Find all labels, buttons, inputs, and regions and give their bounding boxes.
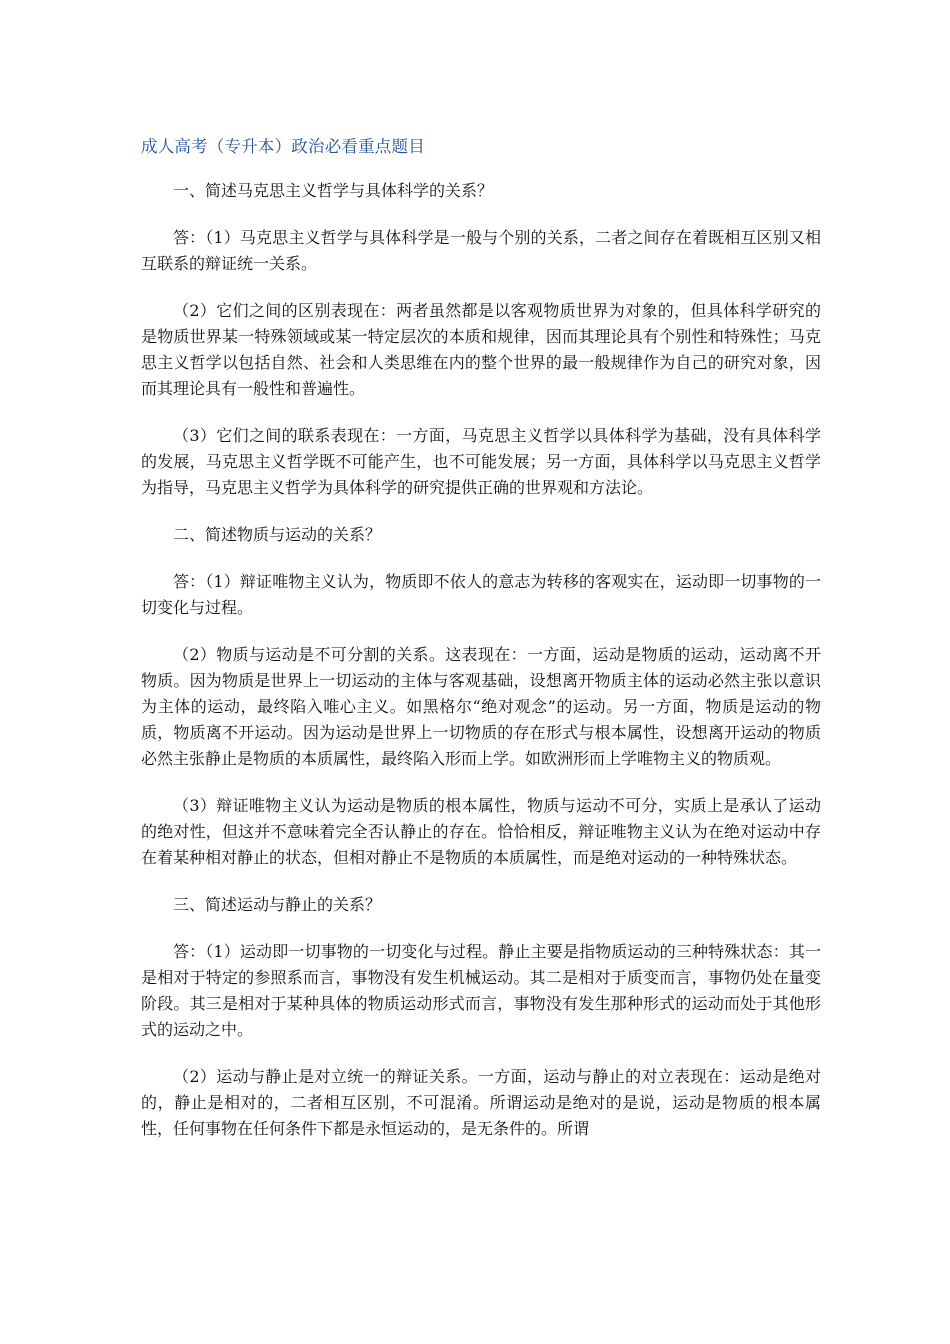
section-2-paragraph-1: 答：（1）辩证唯物主义认为，物质即不依人的意志为转移的客观实在，运动即一切事物的一切变化与过程。 [141,572,821,617]
section-3-paragraph-1: 答：（1）运动即一切事物的一切变化与过程。静止主要是指物质运动的三种特殊状态：其一是相对于特定的参照系而言，事物没有发生机械运动。其二是相对于质变而言，事物仍处在量变阶段。其三是相对于某种具体的物质运动形式而言，事物没有发生那种形式的运动而处于其他形式的运动之中。 [141,942,821,1039]
section-1-paragraph-2: （2）它们之间的区别表现在：两者虽然都是以客观物质世界为对象的，但具体科学研究的是物质世界某一特殊领域或某一特定层次的本质和规律，因而其理论具有个别性和特殊性；马克思主义哲学以包括自然、社会和人类思维在内的整个世界的最一般规律作为自己的研究对象，因而其理论具有一般性和普遍性。 [141,301,821,398]
section-1-paragraph-3: （3）它们之间的联系表现在：一方面，马克思主义哲学以具体科学为基础，没有具体科学的发展，马克思主义哲学既不可能产生，也不可能发展；另一方面，具体科学以马克思主义哲学为指导，马克思主义哲学为具体科学的研究提供正确的世界观和方法论。 [141,426,821,497]
section-2-paragraph-2: （2）物质与运动是不可分割的关系。这表现在：一方面，运动是物质的运动，运动离不开物质。因为物质是世界上一切运动的主体与客观基础，设想离开物质主体的运动必然主张以意识为主体的运动，最终陷入唯心主义。如黑格尔“绝对观念”的运动。另一方面，物质是运动的物质，物质离不开运动。因为运动是世界上一切物质的存在形式与根本属性，设想离开运动的物质必然主张静止是物质的本质属性，最终陷入形而上学。如欧洲形而上学唯物主义的物质观。 [141,645,821,768]
section-2-heading: 二、简述物质与运动的关系？ [173,525,382,544]
section-1-heading: 一、简述马克思主义哲学与具体科学的关系？ [173,181,494,200]
section-3-paragraph-2: （2）运动与静止是对立统一的辩证关系。一方面，运动与静止的对立表现在：运动是绝对的，静止是相对的，二者相互区别，不可混淆。所谓运动是绝对的是说，运动是物质的根本属性，任何事物在任何条件下都是永恒运动的，是无条件的。所谓 [141,1067,821,1138]
document-title: 成人高考（专升本）政治必看重点题目 [141,137,425,156]
document-page [141,134,821,1162]
section-3-heading: 三、简述运动与静止的关系？ [173,895,382,914]
section-1-paragraph-1: 答：（1）马克思主义哲学与具体科学是一般与个别的关系，二者之间存在着既相互区别又相互联系的辩证统一关系。 [141,228,821,273]
section-2-paragraph-3: （3）辩证唯物主义认为运动是物质的根本属性，物质与运动不可分，实质上是承认了运动的绝对性，但这并不意味着完全否认静止的存在。恰恰相反，辩证唯物主义认为在绝对运动中存在着某种相对静止的状态，但相对静止不是物质的本质属性，而是绝对运动的一种特殊状态。 [141,796,821,867]
